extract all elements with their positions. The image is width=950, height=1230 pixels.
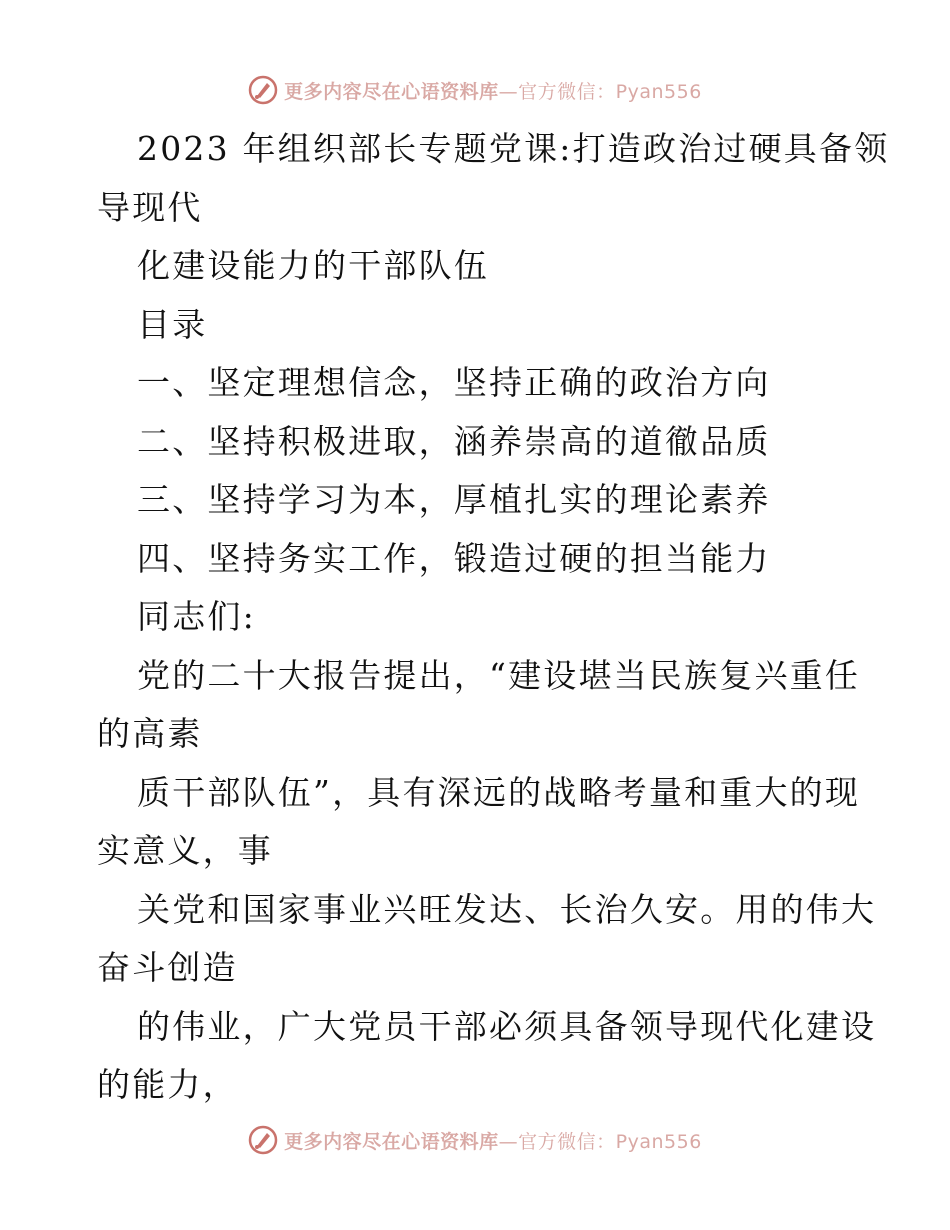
watermark-footer (0, 1120, 950, 1160)
watermark-wechat: 官方微信：Pyan556 (518, 80, 702, 103)
toc-item-1: 一、坚定理想信念，坚持正确的政治方向 (137, 363, 771, 402)
paragraph-line: 实意义，事 (97, 831, 273, 870)
title-line-1: 2023 年组织部长专题党课:打造政治过硬具备领 (137, 129, 890, 168)
paragraph-line: 质干部队伍”，具有深远的战略考量和重大的现 (137, 772, 861, 812)
watermark-site: 更多内容尽在心语资料库 (284, 1130, 499, 1153)
toc-item-4: 四、坚持务实工作，锻造过硬的担当能力 (137, 538, 771, 578)
toc-item-3: 三、坚持学习为本，厚植扎实的理论素养 (137, 480, 771, 519)
document-body (97, 120, 890, 1115)
pen-circle-icon (248, 1125, 278, 1155)
paragraph-line: 的伟业，广大党员干部必须具备领导现代化建设 (137, 1006, 877, 1046)
paragraph-line: 的高素 (97, 714, 203, 753)
watermark-header (0, 70, 950, 110)
pen-circle-icon (248, 75, 278, 105)
salutation: 同志们: (137, 597, 256, 636)
paragraph-line: 奋斗创造 (97, 948, 238, 987)
watermark-text (284, 1127, 702, 1154)
title-line-3: 化建设能力的干部队伍 (137, 246, 489, 285)
title-line-2: 导现代 (97, 187, 203, 227)
toc-item-2: 二、坚持积极进取，涵养崇高的道徹品质 (137, 421, 771, 461)
paragraph-line: 的能力， (97, 1065, 238, 1104)
watermark-separator: — (498, 1130, 519, 1153)
paragraph-line: 党的二十大报告提出，“建设堪当民族复兴重任 (137, 655, 861, 695)
toc-heading: 目录 (137, 304, 208, 344)
paragraph-line: 关党和国家事业兴旺发达、长治久安。用的伟大 (137, 889, 877, 929)
watermark-site: 更多内容尽在心语资料库 (284, 80, 499, 103)
watermark-wechat: 官方微信：Pyan556 (518, 1130, 702, 1153)
watermark-separator: — (498, 80, 519, 103)
watermark-text (284, 77, 702, 104)
